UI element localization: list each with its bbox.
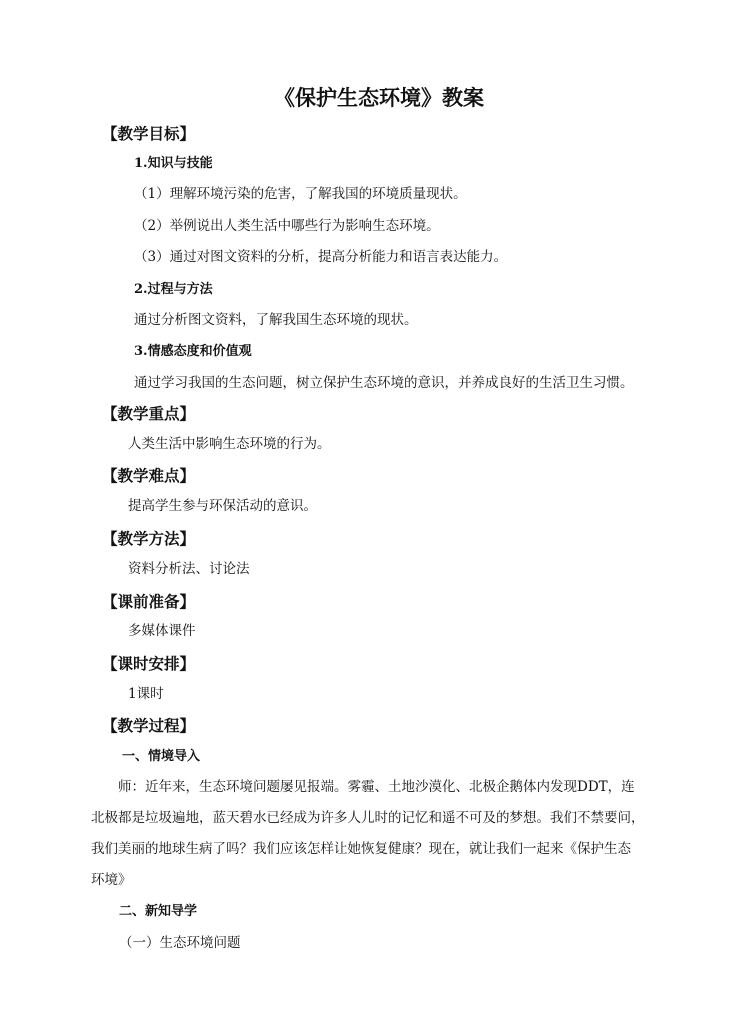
schedule-text: 1课时 [128, 686, 164, 702]
difficulties-text: 提高学生参与环保活动的意识。 [128, 498, 317, 514]
section-heading-process: 【教学过程】 [102, 716, 196, 735]
part-heading-new-knowledge: 二、新知导学 [119, 904, 198, 919]
introduction-paragraph-line-4: 环境》 [91, 872, 132, 888]
subheading-attitudes-values: 3.情感态度和价值观 [134, 344, 252, 359]
section-heading-methods: 【教学方法】 [102, 529, 196, 548]
section-heading-objectives: 【教学目标】 [102, 124, 196, 143]
objective-item-1: （1）理解环境污染的危害，了解我国的环境质量现状。 [134, 186, 467, 202]
section-heading-key-points: 【教学重点】 [102, 404, 196, 423]
attitudes-values-text: 通过学习我国的生态问题，树立保护生态环境的意识，并养成良好的生活卫生习惯。 [134, 375, 634, 391]
objective-item-2: （2）举例说出人类生活中哪些行为影响生态环境。 [134, 218, 440, 234]
introduction-paragraph-line-2: 北极都是垃圾遍地，蓝天碧水已经成为许多人儿时的记忆和遥不可及的梦想。我们不禁要问， [91, 810, 645, 826]
section-heading-schedule: 【课时安排】 [102, 654, 196, 673]
section-heading-preparation: 【课前准备】 [102, 592, 196, 611]
section-heading-difficulties: 【教学难点】 [102, 466, 196, 485]
preparation-text: 多媒体课件 [128, 623, 196, 639]
subheading-knowledge-skills: 1.知识与技能 [134, 156, 213, 171]
subpart-heading-ecological-issues: （一）生态环境问题 [119, 935, 241, 951]
process-methods-text: 通过分析图文资料，了解我国生态环境的现状。 [134, 312, 418, 328]
introduction-paragraph-line-3: 我们美丽的地球生病了吗？我们应该怎样让她恢复健康？现在，就让我们一起来《保护生态 [91, 841, 631, 857]
document-title: 《保护生态环境》教案 [274, 85, 484, 110]
subheading-process-methods: 2.过程与方法 [134, 282, 213, 297]
introduction-paragraph-line-1: 师：近年来，生态环境问题屡见报端。雾霾、土地沙漠化、北极企鹅体内发现DDT，连 [118, 779, 635, 795]
key-points-text: 人类生活中影响生态环境的行为。 [128, 436, 331, 452]
part-heading-introduction: 一、情境导入 [122, 749, 201, 764]
methods-text: 资料分析法、讨论法 [128, 561, 250, 577]
objective-item-3: （3）通过对图文资料的分析，提高分析能力和语言表达能力。 [134, 249, 508, 265]
